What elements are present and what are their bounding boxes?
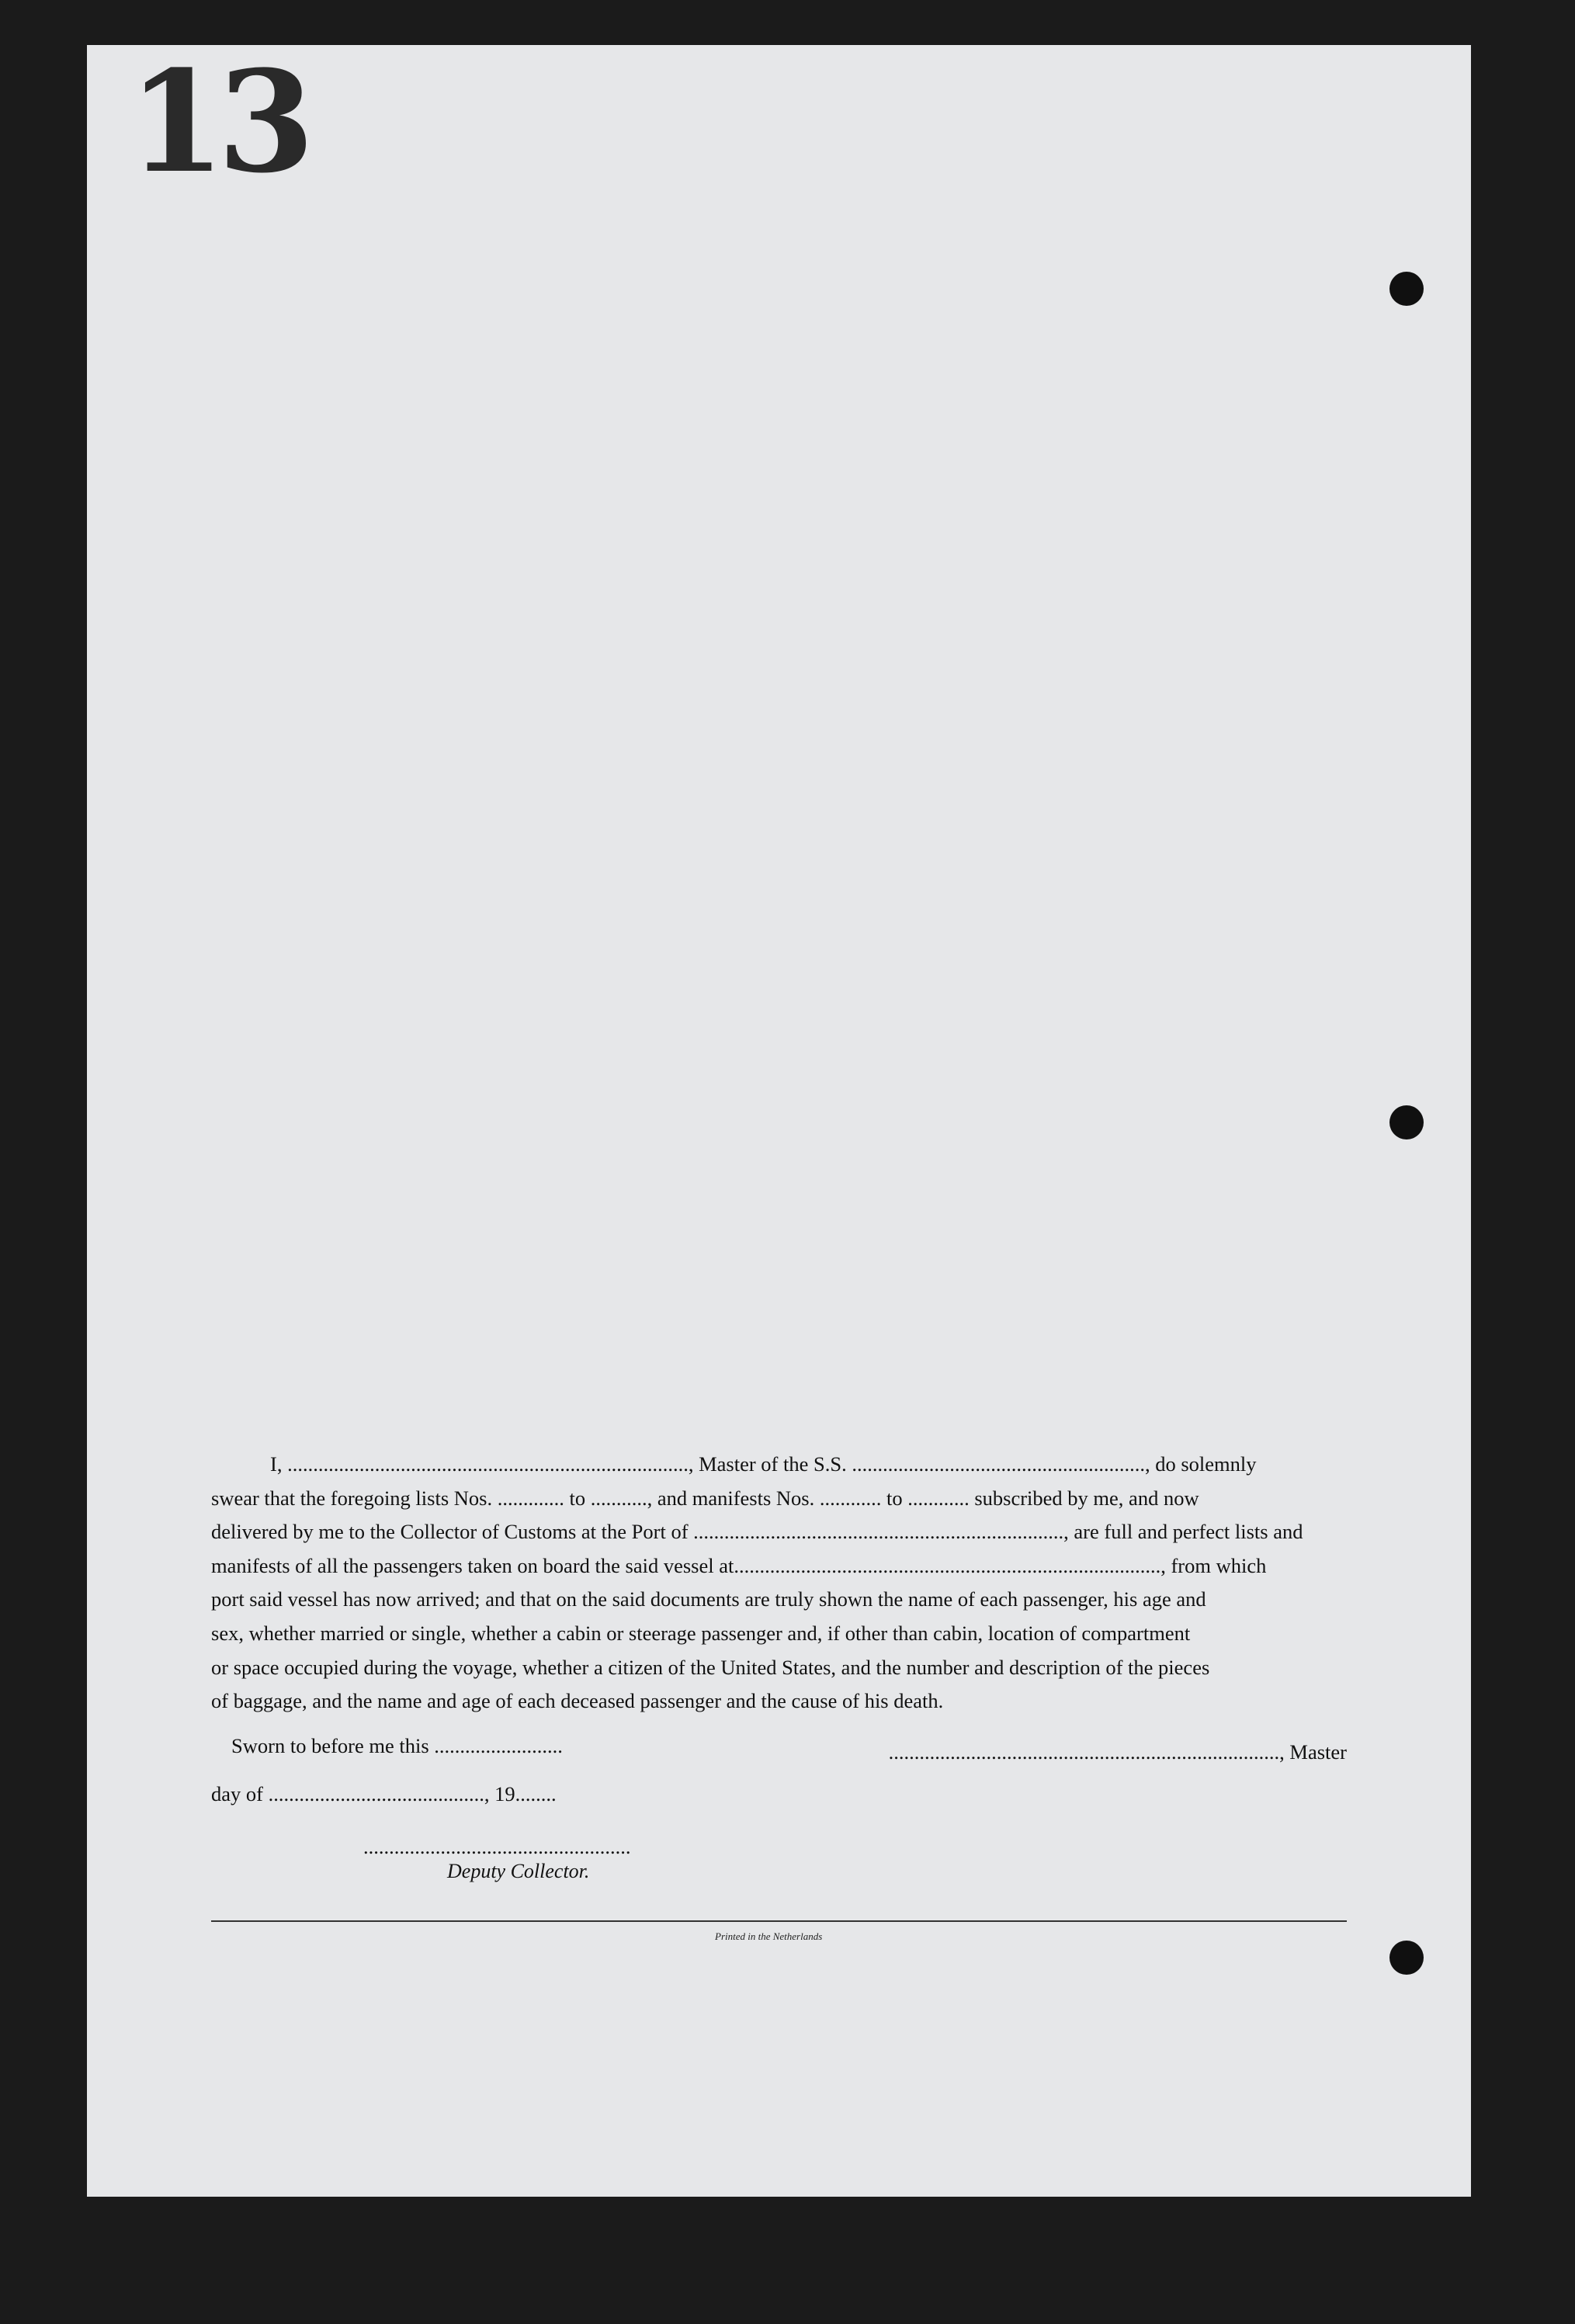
deputy-signature-line: .................................................... (363, 1835, 631, 1858)
oath-line: I, .............................................................................., Master of the S.S. ........................................................., do solemnly (270, 1452, 1257, 1476)
manifest-page (87, 40, 1471, 2197)
oath-line: or space occupied during the voyage, whether a citizen of the United States, and the number and description of the pieces (211, 1655, 1210, 1679)
printer-imprint: Printed in the Netherlands (715, 1930, 823, 1942)
oath-paragraph (211, 1448, 1347, 1719)
sworn-text: Sworn to before me this ......................... (231, 1734, 563, 1757)
oath-line: of baggage, and the name and age of each deceased passenger and the cause of his death. (211, 1689, 944, 1713)
punch-hole (1389, 1105, 1424, 1139)
oath-line: sex, whether married or single, whether a cabin or steerage passenger and, if other than cabin, location of compartment (211, 1621, 1191, 1645)
divider-rule (211, 1920, 1347, 1922)
sworn-row (211, 1734, 1347, 1764)
date-row (211, 1782, 1347, 1806)
oath-line: delivered by me to the Collector of Customs at the Port of ........................................................................, are full and perfect lists and (211, 1520, 1303, 1544)
punch-hole (1389, 272, 1424, 306)
day-of-text: day of .........................................., 19........ (211, 1782, 557, 1805)
page-number-stamp: 13 (128, 40, 307, 204)
master-signature-line: ............................................................................, Master (888, 1740, 1347, 1764)
punch-hole (1389, 1941, 1424, 1975)
oath-line: swear that the foregoing lists Nos. ............. to ..........., and manifests Nos. ............ to ............ subscribed by me, and now (211, 1486, 1199, 1510)
oath-line: port said vessel has now arrived; and that on the said documents are truly shown the name of each passenger, his age and (211, 1587, 1206, 1611)
oath-line: manifests of all the passengers taken on board the said vessel at..................................................................................., from which (211, 1553, 1267, 1577)
deputy-collector-label: Deputy Collector. (447, 1860, 590, 1882)
